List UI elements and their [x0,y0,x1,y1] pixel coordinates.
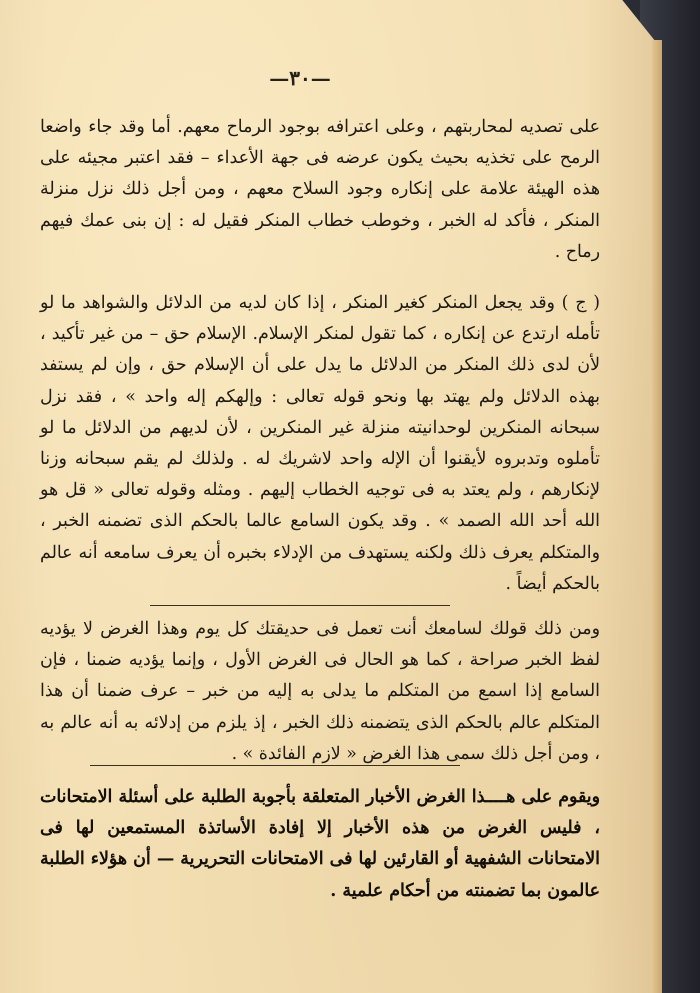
paragraph-2: ( ج ) وقد يجعل المنكر كغير المنكر ، إذا كان لديه من الدلائل والشواهد ما لو تأمله ارتدع عن إنكاره ، كما تقول لمنكر الإسلام. الإسلام حق – من غير تأكيد ، لأن لدى ذلك المنكر من الدلائل ما يدل على أن الإسلام حق ، وإن لم يستفد بهذه الدلائل ولم يهتد بها ونحو قوله تعالى : وإلهكم إله واحد » ، فقد نزل سبحانه المنكرين لوحدانيته منزلة غير المنكرين ، لأن لديهم من الدلائل ما لو تأملوه وتدبروه لأيقنوا أن الإله واحد لاشريك له . ولذلك لم يقم سبحانه وزنا لإنكارهم ، ولم يعتد به فى توجيه الخطاب إليهم . ومثله وقوله تعالى « قل هو الله أحد الله الصمد » . وقد يكون السامع عالما بالحكم الذى تضمنه الخبر ، والمتكلم يعرف ذلك ولكنه يستهدف من الإدلاء بخبره أن يعرف سامعه أنه عالم بالحكم أيضاً . [40,293,600,594]
page-edge-shadow [652,40,662,993]
section-rule [90,765,460,766]
paragraph-4: ويقوم على هــــذا الغرض الأخبار المتعلقة بأجوبة الطلبة على أسئلة الامتحانات ، فليس الغرض من هذه الأخبار إلا إفادة الأساتذة المستمعين لها فى الامتحانات الشفهية أو القارئين لها فى الامتحانات التحريرية — أن هؤلاء الطلبة عالمون بما تضمنته من أحكام علمية . [40,787,600,901]
paragraph-3: ومن ذلك قولك لسامعك أنت تعمل فى حديقتك كل يوم وهذا الغرض لا يؤديه لفظ الخبر صراحة ، كما هو الحال فى الغرض الأول ، وإنما يؤديه ضمنا ، فإن السامع إذا اسمع من المتكلم ما يدلى به إليه من خبر – عرف ضمنا أن هذا المتكلم عالم بالحكم الذى يتضمنه ذلك الخبر ، إذ يلزم من إدلائه به أنه عالم به ، ومن أجل ذلك سمى هذا الغرض « لازم الفائدة » . [40,619,601,764]
paragraph-1: على تصديه لمحاربتهم ، وعلى اعترافه بوجود الرماح معهم. أما وقد جاء واضعا الرمح على تخذيه بحيث يكون عرضه فى جهة الأعداء – فقد اعتبر مجيئه على هذه الهيئة علامة على إنكاره وجود السلاح معهم ، ومن أجل ذلك نزل منزلة المنكر ، فأكد له الخبر ، وخوطب خطاب المنكر فقيل له : إن بنى عمك فيهم رماح . [40,117,600,262]
page-number: —٣٠— [269,66,331,90]
section-rule [150,605,450,606]
